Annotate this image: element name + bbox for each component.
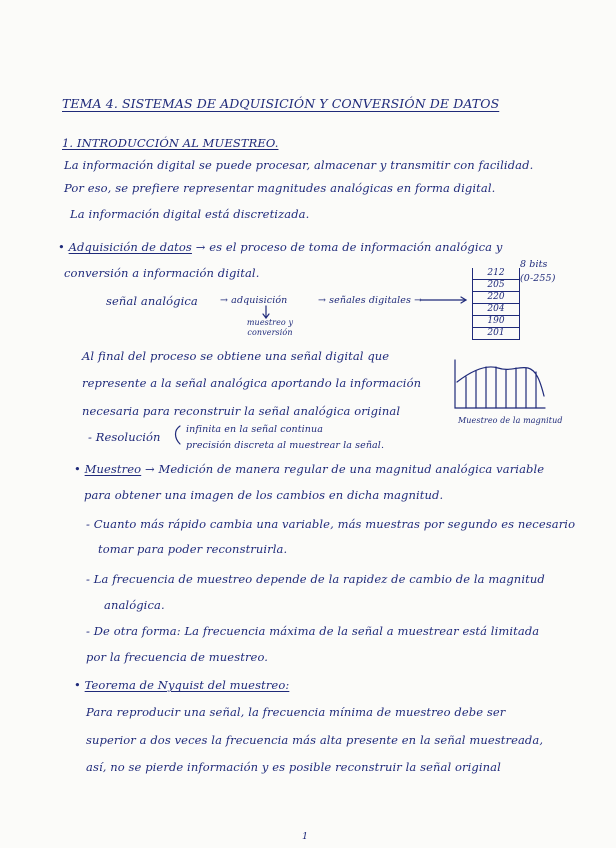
bullet-line-1: - Cuanto más rápido cambia una variable, más muestras por segundo es necesario (86, 517, 576, 531)
flow-digital-signals: → señales digitales → (318, 295, 423, 306)
bullet-dot: • (58, 240, 69, 254)
page-number: 1 (302, 831, 309, 842)
digital-value: 190 (473, 316, 519, 328)
bullet-line-3: - La frecuencia de muestreo depende de la rapidez de cambio de la magnitud (86, 572, 545, 586)
muestreo-line-2: para obtener una imagen de los cambios en dicha magnitud. (84, 488, 444, 502)
digital-value: 204 (473, 304, 519, 316)
digital-value: 201 (473, 328, 519, 340)
bullet-line-6: por la frecuencia de muestreo. (86, 650, 269, 664)
section-heading: 1. INTRODUCCIÓN AL MUESTREO. (62, 136, 279, 150)
bullet-line-5: - De otra forma: La frecuencia máxima de la señal a muestrear está limitada (86, 624, 540, 638)
bullet-dot: • (74, 462, 85, 476)
digital-value: 220 (473, 292, 519, 304)
flow-sublabel: muestreo y conversión (246, 318, 294, 337)
flow-acquisition: → adquisición (220, 295, 288, 306)
nyquist-text-3: así, no se pierde información y es posible reconstruir la señal original (86, 760, 501, 774)
nyquist-heading: Teorema de Nyquist del muestreo: (84, 678, 290, 692)
process-line-2: represente a la señal analógica aportando la información (82, 376, 422, 390)
muestreo-heading: Muestreo (84, 462, 142, 476)
intro-line-1: La información digital se puede procesar, almacenar y transmitir con facilidad. (64, 158, 534, 172)
figure-caption: Muestreo de la magnitud (458, 416, 563, 425)
resolution-label: - Resolución (88, 430, 161, 444)
digital-value: 205 (473, 280, 519, 292)
resolution-brace (176, 426, 181, 444)
figure-axes (455, 360, 545, 408)
resolution-option-2: precisión discreta al muestrear la señal. (186, 440, 385, 451)
digital-value: 212 (473, 268, 519, 280)
analog-curve (457, 367, 544, 396)
resolution-option-1: infinita en la señal continua (186, 424, 324, 435)
bullet-line-4: analógica. (104, 598, 165, 612)
process-line-3: necesaria para reconstruir la señal analógica original (82, 404, 401, 418)
nyquist-text-2: superior a dos veces la frecuencia más alta presente en la señal muestreada, (86, 733, 544, 747)
intro-line-3: La información digital está discretizada. (70, 207, 310, 221)
process-line-1: Al final del proceso se obtiene una señal digital que (82, 349, 390, 363)
page-title: TEMA 4. SISTEMAS DE ADQUISICIÓN Y CONVERSIÓN DE DATOS (62, 96, 500, 111)
bullet-line-2: tomar para poder reconstruirla. (98, 542, 288, 556)
range-label: (0-255) (520, 273, 556, 284)
adq-line-2: conversión a información digital. (64, 266, 260, 280)
intro-line-2: Por eso, se prefiere representar magnitudes analógicas en forma digital. (64, 181, 496, 195)
flow-analog-signal: señal analógica (106, 294, 198, 308)
adq-heading: Adquisición de datos (68, 240, 192, 254)
bits-label: 8 bits (520, 259, 548, 270)
adq-text-1: → es el proceso de toma de información analógica y (195, 240, 503, 254)
nyquist-text-1: Para reproducir una señal, la frecuencia mínima de muestreo debe ser (86, 705, 506, 719)
muestreo-text-1: → Medición de manera regular de una magnitud analógica variable (144, 462, 545, 476)
bullet-dot: • (74, 678, 85, 692)
